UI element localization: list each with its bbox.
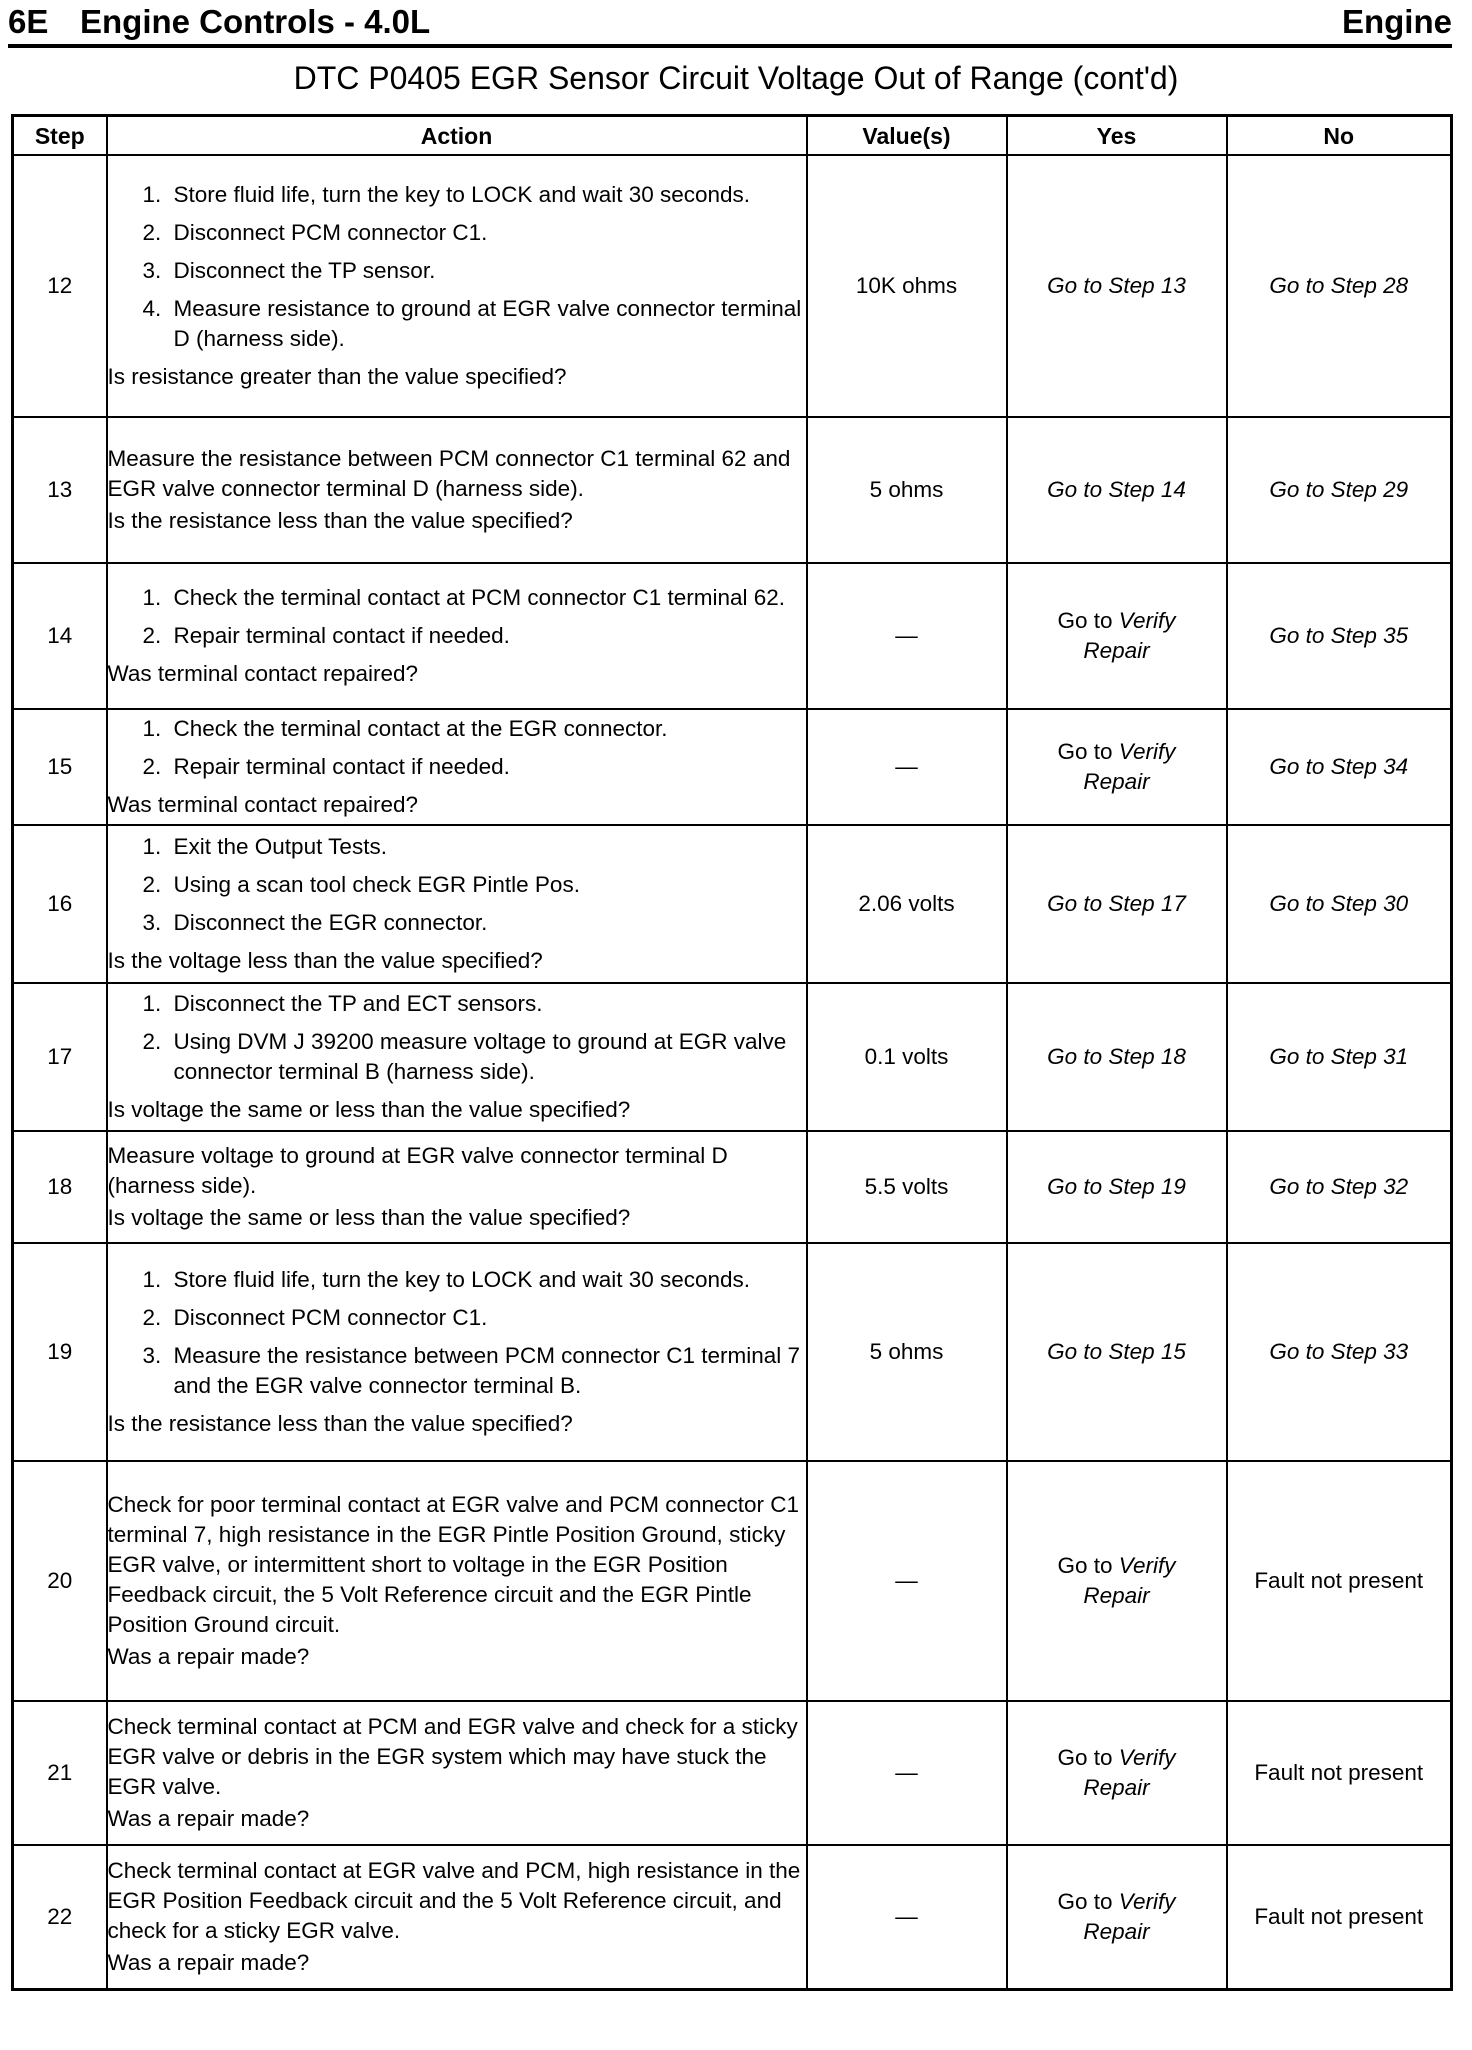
action-question: Is resistance greater than the value specified? <box>107 364 567 389</box>
column-header-action: Action <box>107 116 807 156</box>
action-question: Is voltage the same or less than the value specified? <box>107 1205 631 1230</box>
yes-goto-link[interactable]: Go to Step 14 <box>1047 477 1186 502</box>
step-number: 12 <box>13 155 107 417</box>
yes-verify-link[interactable]: Verify <box>1118 739 1176 764</box>
yes-goto-prefix: Go to <box>1057 1553 1113 1578</box>
step-number: 14 <box>13 563 107 709</box>
action-text: Measure voltage to ground at EGR valve connector terminal D (harness side). <box>107 1143 728 1198</box>
no-cell <box>1227 1845 1452 1989</box>
table-row <box>13 1845 1452 1989</box>
value-cell: 5 ohms <box>807 1243 1007 1461</box>
table-header-row <box>13 116 1452 156</box>
yes-repair-link[interactable]: Repair <box>1083 1775 1150 1800</box>
header-rule <box>8 44 1452 48</box>
no-result-text: Fault not present <box>1254 1760 1424 1785</box>
action-step: 1. Exit the Output Tests. <box>168 832 806 862</box>
action-question: Is voltage the same or less than the value specified? <box>107 1097 631 1122</box>
action-text: Check terminal contact at PCM and EGR valve and check for a sticky EGR valve or debris in the EGR system which may have stuck the EGR valve. <box>107 1714 798 1799</box>
value-cell: — <box>807 563 1007 709</box>
action-step: 2. Disconnect PCM connector C1. <box>168 218 806 248</box>
action-steps-list <box>108 714 806 782</box>
no-cell <box>1227 155 1452 417</box>
action-question: Is the resistance less than the value specified? <box>107 508 573 533</box>
yes-cell <box>1007 1845 1227 1989</box>
step-number: 20 <box>13 1461 107 1701</box>
yes-cell <box>1007 1243 1227 1461</box>
yes-goto-link[interactable]: Go to Step 17 <box>1047 891 1186 916</box>
action-cell <box>107 1131 807 1243</box>
yes-cell <box>1007 1131 1227 1243</box>
no-goto-link[interactable]: Go to Step 34 <box>1269 754 1409 779</box>
yes-goto-link[interactable]: Go to Step 19 <box>1047 1174 1186 1199</box>
category-label: Engine <box>1341 3 1452 40</box>
action-cell <box>107 709 807 825</box>
table-row <box>13 1461 1452 1701</box>
action-step: 1. Check the terminal contact at the EGR connector. <box>168 714 806 744</box>
no-cell <box>1227 1461 1452 1701</box>
yes-verify-link[interactable]: Verify <box>1118 608 1176 633</box>
diagnostic-table <box>11 114 1453 1991</box>
value-cell: — <box>807 1701 1007 1845</box>
yes-repair-link[interactable]: Repair <box>1083 769 1150 794</box>
yes-repair-link[interactable]: Repair <box>1083 1583 1150 1608</box>
column-header-values: Value(s) <box>807 116 1007 156</box>
table-row <box>13 563 1452 709</box>
yes-goto-link[interactable]: Go to Step 13 <box>1047 273 1186 298</box>
action-cell <box>107 825 807 983</box>
yes-goto-link[interactable]: Go to Step 18 <box>1047 1044 1186 1069</box>
table-row <box>13 1701 1452 1845</box>
yes-verify-repair[interactable] <box>1008 1887 1226 1947</box>
action-step: 2. Using a scan tool check EGR Pintle Pos. <box>168 870 806 900</box>
step-number: 15 <box>13 709 107 825</box>
no-goto-link[interactable]: Go to Step 31 <box>1269 1044 1409 1069</box>
yes-cell <box>1007 1701 1227 1845</box>
step-number: 13 <box>13 417 107 563</box>
action-step: 1. Check the terminal contact at PCM connector C1 terminal 62. <box>168 583 806 613</box>
page-title: Engine Controls - 4.0L <box>80 3 431 40</box>
yes-verify-repair[interactable] <box>1008 737 1226 797</box>
no-cell <box>1227 417 1452 563</box>
no-cell <box>1227 983 1452 1131</box>
yes-cell <box>1007 417 1227 563</box>
yes-cell <box>1007 155 1227 417</box>
action-cell <box>107 983 807 1131</box>
no-cell <box>1227 1701 1452 1845</box>
action-question: Was a repair made? <box>107 1949 310 1975</box>
action-steps-list <box>108 989 806 1087</box>
no-cell <box>1227 825 1452 983</box>
no-goto-link[interactable]: Go to Step 32 <box>1269 1174 1409 1199</box>
action-text: Check terminal contact at EGR valve and PCM, high resistance in the EGR Position Feedback circuit and the 5 Volt Reference circuit, and check for a sticky EGR valve. <box>107 1857 801 1943</box>
action-cell <box>107 1701 807 1845</box>
page-header <box>8 2 1452 42</box>
table-row <box>13 1131 1452 1243</box>
no-cell <box>1227 709 1452 825</box>
action-step: 3. Disconnect the TP sensor. <box>168 256 806 286</box>
step-number: 17 <box>13 983 107 1131</box>
yes-goto-prefix: Go to <box>1057 1888 1113 1914</box>
action-steps-list <box>108 180 806 354</box>
table-row <box>13 983 1452 1131</box>
action-step: 1. Store fluid life, turn the key to LOCK and wait 30 seconds. <box>168 180 806 210</box>
no-goto-link[interactable]: Go to Step 29 <box>1269 477 1409 502</box>
no-goto-link[interactable]: Go to Step 33 <box>1269 1339 1409 1364</box>
value-cell: 10K ohms <box>807 155 1007 417</box>
action-cell <box>107 1243 807 1461</box>
action-steps-list <box>108 583 806 651</box>
column-header-yes: Yes <box>1007 116 1227 156</box>
column-header-step: Step <box>13 116 107 156</box>
value-cell: 2.06 volts <box>807 825 1007 983</box>
action-steps-list <box>108 1265 806 1401</box>
action-cell <box>107 563 807 709</box>
step-number: 19 <box>13 1243 107 1461</box>
action-text: Measure the resistance between PCM connector C1 terminal 62 and EGR valve connector terminal D (harness side). <box>107 446 791 501</box>
step-number: 21 <box>13 1701 107 1845</box>
action-cell <box>107 155 807 417</box>
action-question: Was terminal contact repaired? <box>107 661 419 686</box>
action-step: 1. Store fluid life, turn the key to LOCK and wait 30 seconds. <box>168 1265 806 1295</box>
action-question: Is the voltage less than the value specified? <box>107 948 543 973</box>
value-cell: 5.5 volts <box>807 1131 1007 1243</box>
table-row <box>13 417 1452 563</box>
action-cell <box>107 417 807 563</box>
table-row <box>13 155 1452 417</box>
table-title: DTC P0405 EGR Sensor Circuit Voltage Out of Range (cont'd) <box>293 60 1179 96</box>
value-cell: — <box>807 709 1007 825</box>
yes-cell <box>1007 1461 1227 1701</box>
action-step: 2. Disconnect PCM connector C1. <box>168 1303 806 1333</box>
action-text: Check for poor terminal contact at EGR valve and PCM connector C1 terminal 7, high resistance in the EGR Pintle Position Ground, sticky EGR valve, or intermittent short to voltage in the EGR Position Feedback circuit, the 5 Volt Reference circuit and the EGR Pintle Position Ground circuit. <box>107 1492 800 1637</box>
action-step: 2. Repair terminal contact if needed. <box>168 621 806 651</box>
yes-verify-link[interactable]: Verify <box>1118 1888 1176 1914</box>
value-cell: — <box>807 1845 1007 1989</box>
yes-verify-repair[interactable] <box>1008 1551 1226 1611</box>
no-cell <box>1227 1131 1452 1243</box>
value-cell: 5 ohms <box>807 417 1007 563</box>
action-step: 3. Disconnect the EGR connector. <box>168 908 806 938</box>
yes-verify-link[interactable]: Verify <box>1118 1553 1176 1578</box>
action-step: 2. Repair terminal contact if needed. <box>168 752 806 782</box>
no-goto-link[interactable]: Go to Step 28 <box>1269 273 1409 298</box>
yes-verify-link[interactable]: Verify <box>1118 1745 1176 1770</box>
no-result-text: Fault not present <box>1254 1568 1424 1593</box>
action-steps-list <box>108 832 806 938</box>
action-cell <box>107 1461 807 1701</box>
yes-repair-link[interactable]: Repair <box>1083 638 1150 663</box>
no-result-text: Fault not present <box>1254 1903 1424 1929</box>
table-row <box>13 709 1452 825</box>
value-cell: 0.1 volts <box>807 983 1007 1131</box>
yes-goto-link[interactable]: Go to Step 15 <box>1047 1339 1186 1364</box>
column-header-no: No <box>1227 116 1452 156</box>
no-goto-link[interactable]: Go to Step 35 <box>1269 623 1409 648</box>
yes-cell <box>1007 563 1227 709</box>
step-number: 22 <box>13 1845 107 1989</box>
value-cell: — <box>807 1461 1007 1701</box>
yes-verify-repair[interactable] <box>1008 606 1226 666</box>
step-number: 18 <box>13 1131 107 1243</box>
yes-goto-prefix: Go to <box>1057 1745 1113 1770</box>
action-step: 2. Using DVM J 39200 measure voltage to ground at EGR valve connector terminal B (harness side). <box>168 1027 806 1087</box>
action-question: Was a repair made? <box>107 1806 310 1831</box>
no-cell <box>1227 1243 1452 1461</box>
step-number: 16 <box>13 825 107 983</box>
yes-repair-link[interactable]: Repair <box>1083 1918 1150 1944</box>
action-cell <box>107 1845 807 1989</box>
no-cell <box>1227 563 1452 709</box>
action-step: 1. Disconnect the TP and ECT sensors. <box>168 989 806 1019</box>
yes-cell <box>1007 983 1227 1131</box>
table-row <box>13 1243 1452 1461</box>
table-row <box>13 825 1452 983</box>
yes-goto-prefix: Go to <box>1057 608 1113 633</box>
yes-cell <box>1007 709 1227 825</box>
action-question: Was a repair made? <box>107 1644 310 1669</box>
yes-verify-repair[interactable] <box>1008 1743 1226 1803</box>
action-step: 3. Measure the resistance between PCM connector C1 terminal 7 and the EGR valve connector terminal B. <box>168 1341 806 1401</box>
action-question: Was terminal contact repaired? <box>107 792 419 817</box>
yes-cell <box>1007 825 1227 983</box>
no-goto-link[interactable]: Go to Step 30 <box>1269 891 1409 916</box>
section-number: 6E <box>8 3 49 40</box>
action-question: Is the resistance less than the value specified? <box>107 1411 573 1436</box>
action-step: 4. Measure resistance to ground at EGR valve connector terminal D (harness side). <box>168 294 806 354</box>
yes-goto-prefix: Go to <box>1057 739 1113 764</box>
